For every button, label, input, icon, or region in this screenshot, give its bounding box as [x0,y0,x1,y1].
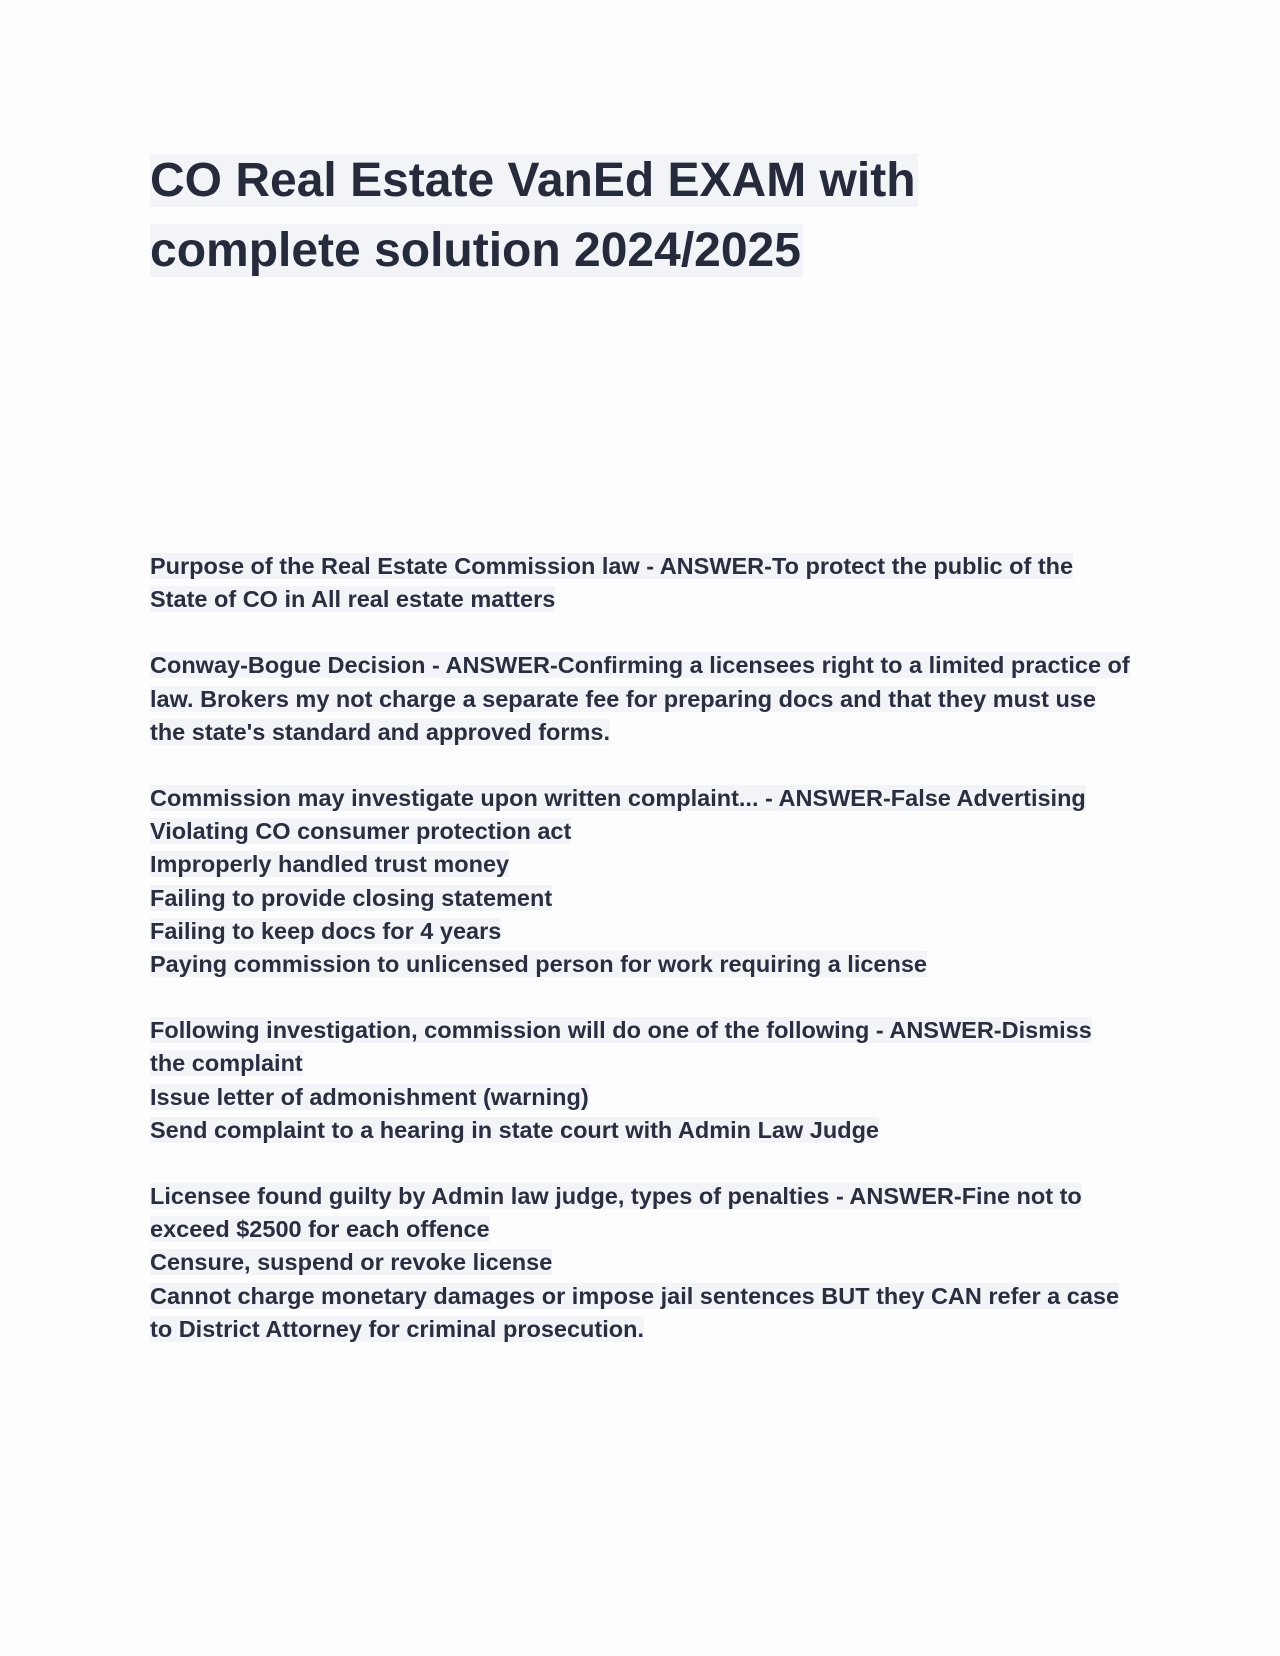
qa-list-item [150,915,1130,948]
qa-list-item-text: Violating CO consumer protection act [150,818,572,845]
qa-entry [150,649,1130,749]
qa-list-item-text: Failing to keep docs for 4 years [150,917,502,944]
qa-entry [150,550,1130,616]
qa-list-item-text: Send complaint to a hearing in state court with Admin Law Judge [150,1116,880,1143]
qa-question: Following investigation, commission will do one of the following - ANSWER-Dismiss the complaint [150,1017,1092,1077]
qa-entry [150,782,1130,981]
document-title [150,146,1130,286]
qa-list-item-text: Improperly handled trust money [150,851,510,878]
qa-list-item-text: Cannot charge monetary damages or impose jail sentences BUT they CAN refer a case to District Attorney for criminal prosecution. [150,1282,1120,1342]
qa-content [150,550,1130,1379]
qa-list-item-text: Issue letter of admonishment (warning) [150,1083,589,1110]
qa-list-item [150,1114,1130,1147]
qa-list-item [150,848,1130,881]
qa-question: Purpose of the Real Estate Commission law - ANSWER-To protect the public of the State of CO in All real estate matters [150,553,1074,613]
title-line-1: CO Real Estate VanEd EXAM with [150,154,916,207]
qa-list-item [150,948,1130,981]
qa-list-item-text: Paying commission to unlicensed person for work requiring a license [150,951,927,978]
qa-entry [150,1180,1130,1346]
qa-list-item [150,815,1130,848]
qa-question: Conway-Bogue Decision - ANSWER-Confirming a licensees right to a limited practice of law. Brokers my not charge a separate fee for preparing docs and that they must use the state's standard and approved forms. [150,652,1130,745]
title-line-2: complete solution 2024/2025 [150,224,801,277]
qa-entry [150,1014,1130,1147]
qa-list-item [150,1280,1130,1346]
qa-question: Licensee found guilty by Admin law judge, types of penalties - ANSWER-Fine not to exceed $2500 for each offence [150,1183,1082,1243]
qa-question: Commission may investigate upon written complaint... - ANSWER-False Advertising [150,785,1086,812]
qa-list-item [150,1081,1130,1114]
qa-list-item-text: Censure, suspend or revoke license [150,1249,553,1276]
document-page [150,146,1130,286]
qa-list-item [150,1246,1130,1279]
qa-list-item [150,882,1130,915]
qa-list-item-text: Failing to provide closing statement [150,884,553,911]
